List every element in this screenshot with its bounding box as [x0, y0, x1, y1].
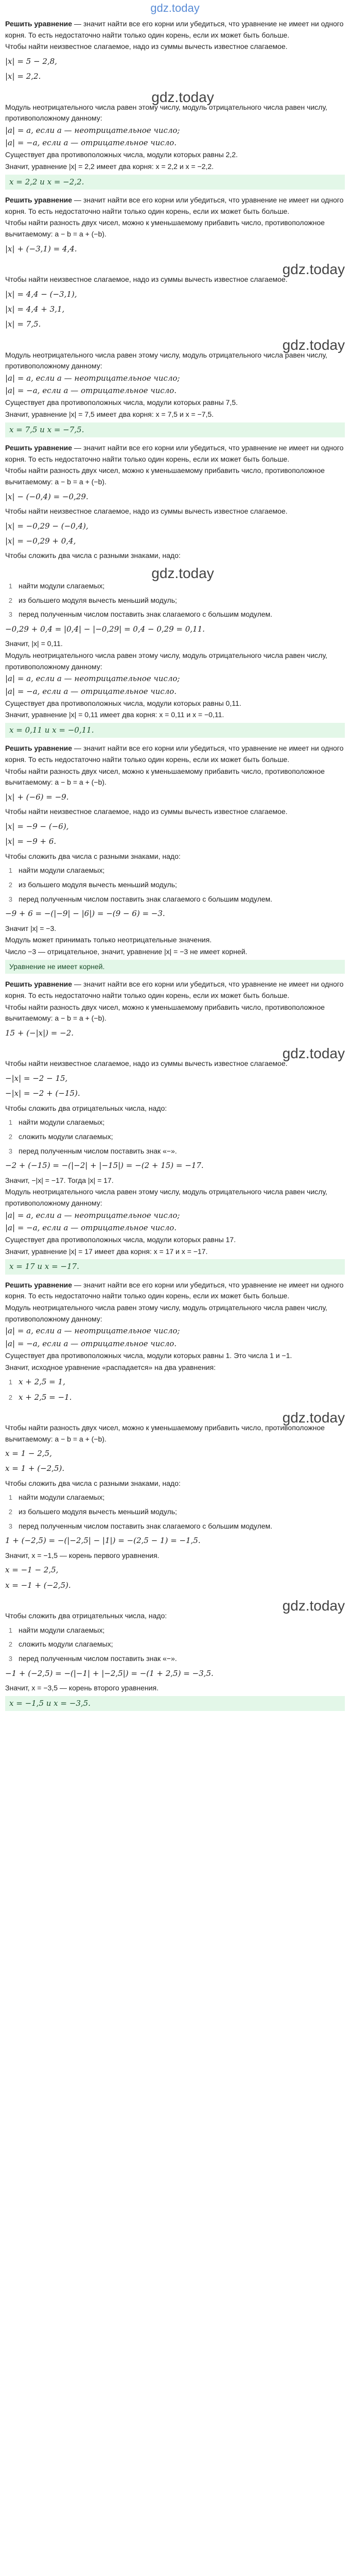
modulus-nonneg: |a| = a, если a — неотрицательное число;: [5, 373, 180, 383]
equation-line: x = 1 + (−2,5).: [5, 1464, 65, 1473]
means-statement: Значит, уравнение |x| = 0,11 имеет два корня: x = 0,11 и x = −0,11.: [5, 710, 224, 719]
modulus-neg: |a| = −a, если a — отрицательное число.: [5, 386, 177, 396]
root-statement: Значит, x = −3,5 — корень второго уравнения.: [5, 1683, 159, 1692]
step-item: 2 сложить модули слагаемых;: [8, 1640, 113, 1649]
after-statement: Значит, |x| = 0,11.: [5, 639, 63, 648]
find-unknown-addend: Чтобы найти неизвестное слагаемое, надо из суммы вычесть известное слагаемое.: [5, 507, 288, 515]
find-unknown-addend: Чтобы найти неизвестное слагаемое, надо из суммы вычесть известное слагаемое.: [5, 275, 288, 284]
equation-line: |x| + (−3,1) = 4,4.: [5, 244, 77, 253]
watermark: gdz.today: [282, 1597, 345, 1614]
steps-list: [5, 1492, 345, 1532]
equation-line: x = −1 + (−2,5).: [5, 1580, 71, 1590]
watermark: gdz.today: [282, 336, 345, 353]
step-item: 1 найти модули слагаемых;: [8, 866, 105, 875]
task-1: [5, 19, 345, 190]
calculation-line: −9 + 6 = −(|−9| − |6|) = −(9 − 6) = −3.: [5, 909, 165, 919]
steps-list: [5, 581, 345, 620]
step-item: 1 найти модули слагаемых;: [8, 1118, 105, 1127]
means-statement: Значит, уравнение |x| = 2,2 имеет два корня: x = 2,2 и x = −2,2.: [5, 162, 214, 171]
split-equation: 1 x + 2,5 = 1,: [8, 1377, 65, 1387]
task-6: [5, 1280, 345, 1711]
task-4: [5, 743, 345, 974]
negative-sum-rule: Чтобы сложить два отрицательных числа, надо:: [5, 1104, 167, 1112]
task-3: [5, 443, 345, 738]
modulus-nonneg: |a| = a, если a — неотрицательное число;: [5, 1326, 180, 1336]
modulus-nonneg: |a| = a, если a — неотрицательное число;: [5, 1210, 180, 1220]
exist-statement: Существует два противоположных числа, модули которых равны 2,2.: [5, 150, 238, 159]
opposite-sign-sum-rule: Чтобы сложить два числа с разными знаками, надо:: [5, 1479, 181, 1487]
opposite-sign-sum-rule: Чтобы сложить два числа с разными знаками, надо:: [5, 852, 181, 860]
answer-box: x = 0,11 и x = −0,11.: [5, 723, 345, 738]
modulus-neg: |a| = −a, если a — отрицательное число.: [5, 1338, 177, 1348]
equation-line: |x| = 2,2.: [5, 72, 41, 81]
watermark: gdz.today: [151, 89, 214, 105]
equation-line: 15 + (−|x|) = −2.: [5, 1028, 74, 1038]
step-item: 3 перед полученным числом поставить знак слагаемого с большим модулем.: [8, 610, 273, 619]
steps-list: [5, 865, 345, 905]
after-statement: Значит, −|x| = −17. Тогда |x| = 17.: [5, 1176, 114, 1184]
step-item: 2 сложить модули слагаемых;: [8, 1132, 113, 1141]
equation-line: |x| = 5 − 2,8,: [5, 57, 57, 66]
equation-line: −|x| = −2 − 15,: [5, 1074, 68, 1083]
means-statement: Значит, уравнение |x| = 7,5 имеет два корня: x = 7,5 и x = −7,5.: [5, 410, 214, 419]
opposite-sign-sum-rule: Чтобы сложить два числа с разными знаками, надо:: [5, 551, 181, 560]
watermark: gdz.today: [282, 261, 345, 278]
answer-box: x = −1,5 и x = −3,5.: [5, 1696, 345, 1711]
equation-line: |x| = −0,29 − (−0,4),: [5, 521, 89, 531]
rule-paragraph: Решить уравнение — значит найти все его корни или убедиться, что уравнение не имеет ни одного корня. То есть недостаточно найти только один корень, если их может быть больше.: [5, 744, 344, 764]
subtract-rule: Чтобы найти разность двух чисел, можно к уменьшаемому прибавить число, противоположное вычитаемому: a − b = a + (−b).: [5, 218, 325, 239]
watermark: gdz.today: [282, 1409, 345, 1426]
rule-paragraph: Решить уравнение — значит найти все его корни или убедиться, что уравнение не имеет ни одного корня. То есть недостаточно найти только один корень, если их может быть больше.: [5, 980, 344, 999]
answer-box: x = 2,2 и x = −2,2.: [5, 175, 345, 190]
exist-statement: Существует два противоположных числа, модули которых равны 7,5.: [5, 398, 238, 407]
split-equation: 2 x + 2,5 = −1.: [8, 1392, 72, 1402]
task-5: [5, 979, 345, 1274]
exist-statement: Существует два противоположных числа, модули которых равны 17.: [5, 1235, 236, 1244]
step-item: 2 из большего модуля вычесть меньший модуль;: [8, 880, 177, 889]
root-statement: Значит, x = −1,5 — корень первого уравнения.: [5, 1551, 160, 1560]
watermark: gdz.today: [151, 565, 214, 581]
modulus-neg: |a| = −a, если a — отрицательное число.: [5, 1223, 177, 1232]
equation-line: |x| + (−6) = −9.: [5, 792, 69, 802]
calculation-line: −0,29 + 0,4 = |0,4| − |−0,29| = 0,4 − 0,29 = 0,11.: [5, 624, 205, 634]
modulus-rule: Модуль неотрицательного числа равен этому числу, модуль отрицательного числа равен числу, противоположному данному:: [5, 1303, 327, 1323]
equation-line: x = −1 − 2,5,: [5, 1565, 59, 1575]
equation-line: |x| = 4,4 + 3,1,: [5, 304, 65, 314]
step-item: 2 из большего модуля вычесть меньший модуль;: [8, 1507, 177, 1516]
find-unknown-addend: Чтобы найти неизвестное слагаемое, надо из суммы вычесть известное слагаемое.: [5, 42, 288, 51]
after-statement: Значит |x| = −3.: [5, 924, 57, 933]
exist-statement: Существует два противоположных числа, модули которых равны 0,11.: [5, 699, 241, 707]
rule-paragraph: Решить уравнение — значит найти все его корни или убедиться, что уравнение не имеет ни одного корня. То есть недостаточно найти только один корень, если их может быть больше.: [5, 444, 344, 463]
equation-line: |x| − (−0,4) = −0,29.: [5, 492, 89, 501]
step-item: 3 перед полученным числом поставить знак «−».: [8, 1146, 177, 1155]
negative-sum-rule: Чтобы сложить два отрицательных числа, надо:: [5, 1611, 167, 1620]
calculation-line: −1 + (−2,5) = −(|−1| + |−2,5|) = −(1 + 2,5) = −3,5.: [5, 1668, 214, 1678]
step-item: 3 перед полученным числом поставить знак слагаемого с большим модулем.: [8, 894, 273, 903]
modulus-rule: Модуль неотрицательного числа равен этому числу, модуль отрицательного числа равен числу, противоположному данному:: [5, 350, 327, 370]
modulus-neg: |a| = −a, если a — отрицательное число.: [5, 686, 177, 696]
step-item: 1 найти модули слагаемых;: [8, 1493, 105, 1502]
find-unknown-addend: Чтобы найти неизвестное слагаемое, надо из суммы вычесть известное слагаемое.: [5, 1059, 288, 1068]
site-logo: gdz.today: [150, 2, 200, 14]
modulus-neg: |a| = −a, если a — отрицательное число.: [5, 138, 177, 148]
step-item: 1 найти модули слагаемых;: [8, 1625, 105, 1634]
equation-line: x = 1 − 2,5,: [5, 1449, 52, 1459]
subtract-rule: Чтобы найти разность двух чисел, можно к уменьшаемому прибавить число, противоположное вычитаемому: a − b = a + (−b).: [5, 1423, 325, 1443]
means-statement: Значит, уравнение |x| = 17 имеет два корня: x = 17 и x = −17.: [5, 1247, 208, 1256]
task-2: [5, 195, 345, 437]
calculation-line: 1 + (−2,5) = −(|−2,5| − |1|) = −(2,5 − 1) = −1,5.: [5, 1536, 201, 1546]
answer-box: x = 7,5 и x = −7,5.: [5, 422, 345, 437]
answer-box: Уравнение не имеет корней.: [5, 960, 345, 974]
step-item: 3 перед полученным числом поставить знак «−».: [8, 1654, 177, 1663]
watermark: gdz.today: [282, 1045, 345, 1062]
find-unknown-addend: Чтобы найти неизвестное слагаемое, надо из суммы вычесть известное слагаемое.: [5, 807, 288, 816]
rule-paragraph: Решить уравнение — значит найти все его корни или убедиться, что уравнение не имеет ни одного корня. То есть недостаточно найти только один корень, если их может быть больше.: [5, 20, 344, 39]
step-item: 1 найти модули слагаемых;: [8, 581, 105, 590]
modulus-rule: Модуль неотрицательного числа равен этому числу, модуль отрицательного числа равен числу, противоположному данному:: [5, 1188, 327, 1207]
calculation-line: −2 + (−15) = −(|−2| + |−15|) = −(2 + 15) = −17.: [5, 1161, 204, 1171]
modulus-nonneg: |a| = a, если a — неотрицательное число;: [5, 674, 180, 684]
equation-line: |x| = 7,5.: [5, 319, 41, 329]
equation-line: |x| = −9 + 6.: [5, 837, 57, 846]
answer-box: x = 17 и x = −17.: [5, 1259, 345, 1274]
modulus-rule: Модуль неотрицательного числа равен этому числу, модуль отрицательного числа равен числу, противоположному данному:: [5, 103, 327, 123]
equation-line: |x| = 4,4 − (−3,1),: [5, 289, 77, 299]
exist-statement: Существует два противоположных числа, модули которых равны 1. Это числа 1 и −1.: [5, 1351, 292, 1360]
equation-line: |x| = −9 − (−6),: [5, 822, 69, 832]
step-item: 2 из большего модуля вычесть меньший модуль;: [8, 596, 177, 604]
split-equations-list: [5, 1376, 345, 1403]
subtract-rule: Чтобы найти разность двух чисел, можно к уменьшаемому прибавить число, противоположное вычитаемому: a − b = a + (−b).: [5, 1003, 325, 1023]
equation-line: −|x| = −2 + (−15).: [5, 1089, 80, 1098]
split-statement: Значит, исходное уравнение «распадается» на два уравнения:: [5, 1363, 216, 1371]
rule-paragraph: Решить уравнение — значит найти все его корни или убедиться, что уравнение не имеет ни одного корня. То есть недостаточно найти только один корень, если их может быть больше.: [5, 196, 344, 215]
subtract-rule: Чтобы найти разность двух чисел, можно к уменьшаемому прибавить число, противоположное вычитаемому: a − b = a + (−b).: [5, 466, 325, 486]
subtract-rule: Чтобы найти разность двух чисел, можно к уменьшаемому прибавить число, противоположное вычитаемому: a − b = a + (−b).: [5, 767, 325, 787]
rule-paragraph: Решить уравнение — значит найти все его корни или убедиться, что уравнение не имеет ни одного корня. То есть недостаточно найти только один корень, если их может быть больше.: [5, 1280, 344, 1300]
nonneg-only-rule: Модуль может принимать только неотрицательные значения.: [5, 936, 212, 944]
modulus-nonneg: |a| = a, если a — неотрицательное число;: [5, 125, 180, 135]
step-item: 3 перед полученным числом поставить знак слагаемого с большим модулем.: [8, 1521, 273, 1530]
equation-line: |x| = −0,29 + 0,4,: [5, 536, 76, 546]
modulus-rule: Модуль неотрицательного числа равен этому числу, модуль отрицательного числа равен числу, противоположному данному:: [5, 651, 327, 671]
steps-list: [5, 1117, 345, 1157]
means-statement: Число −3 — отрицательное, значит, уравнение |x| = −3 не имеет корней.: [5, 947, 248, 956]
steps-list: [5, 1625, 345, 1665]
